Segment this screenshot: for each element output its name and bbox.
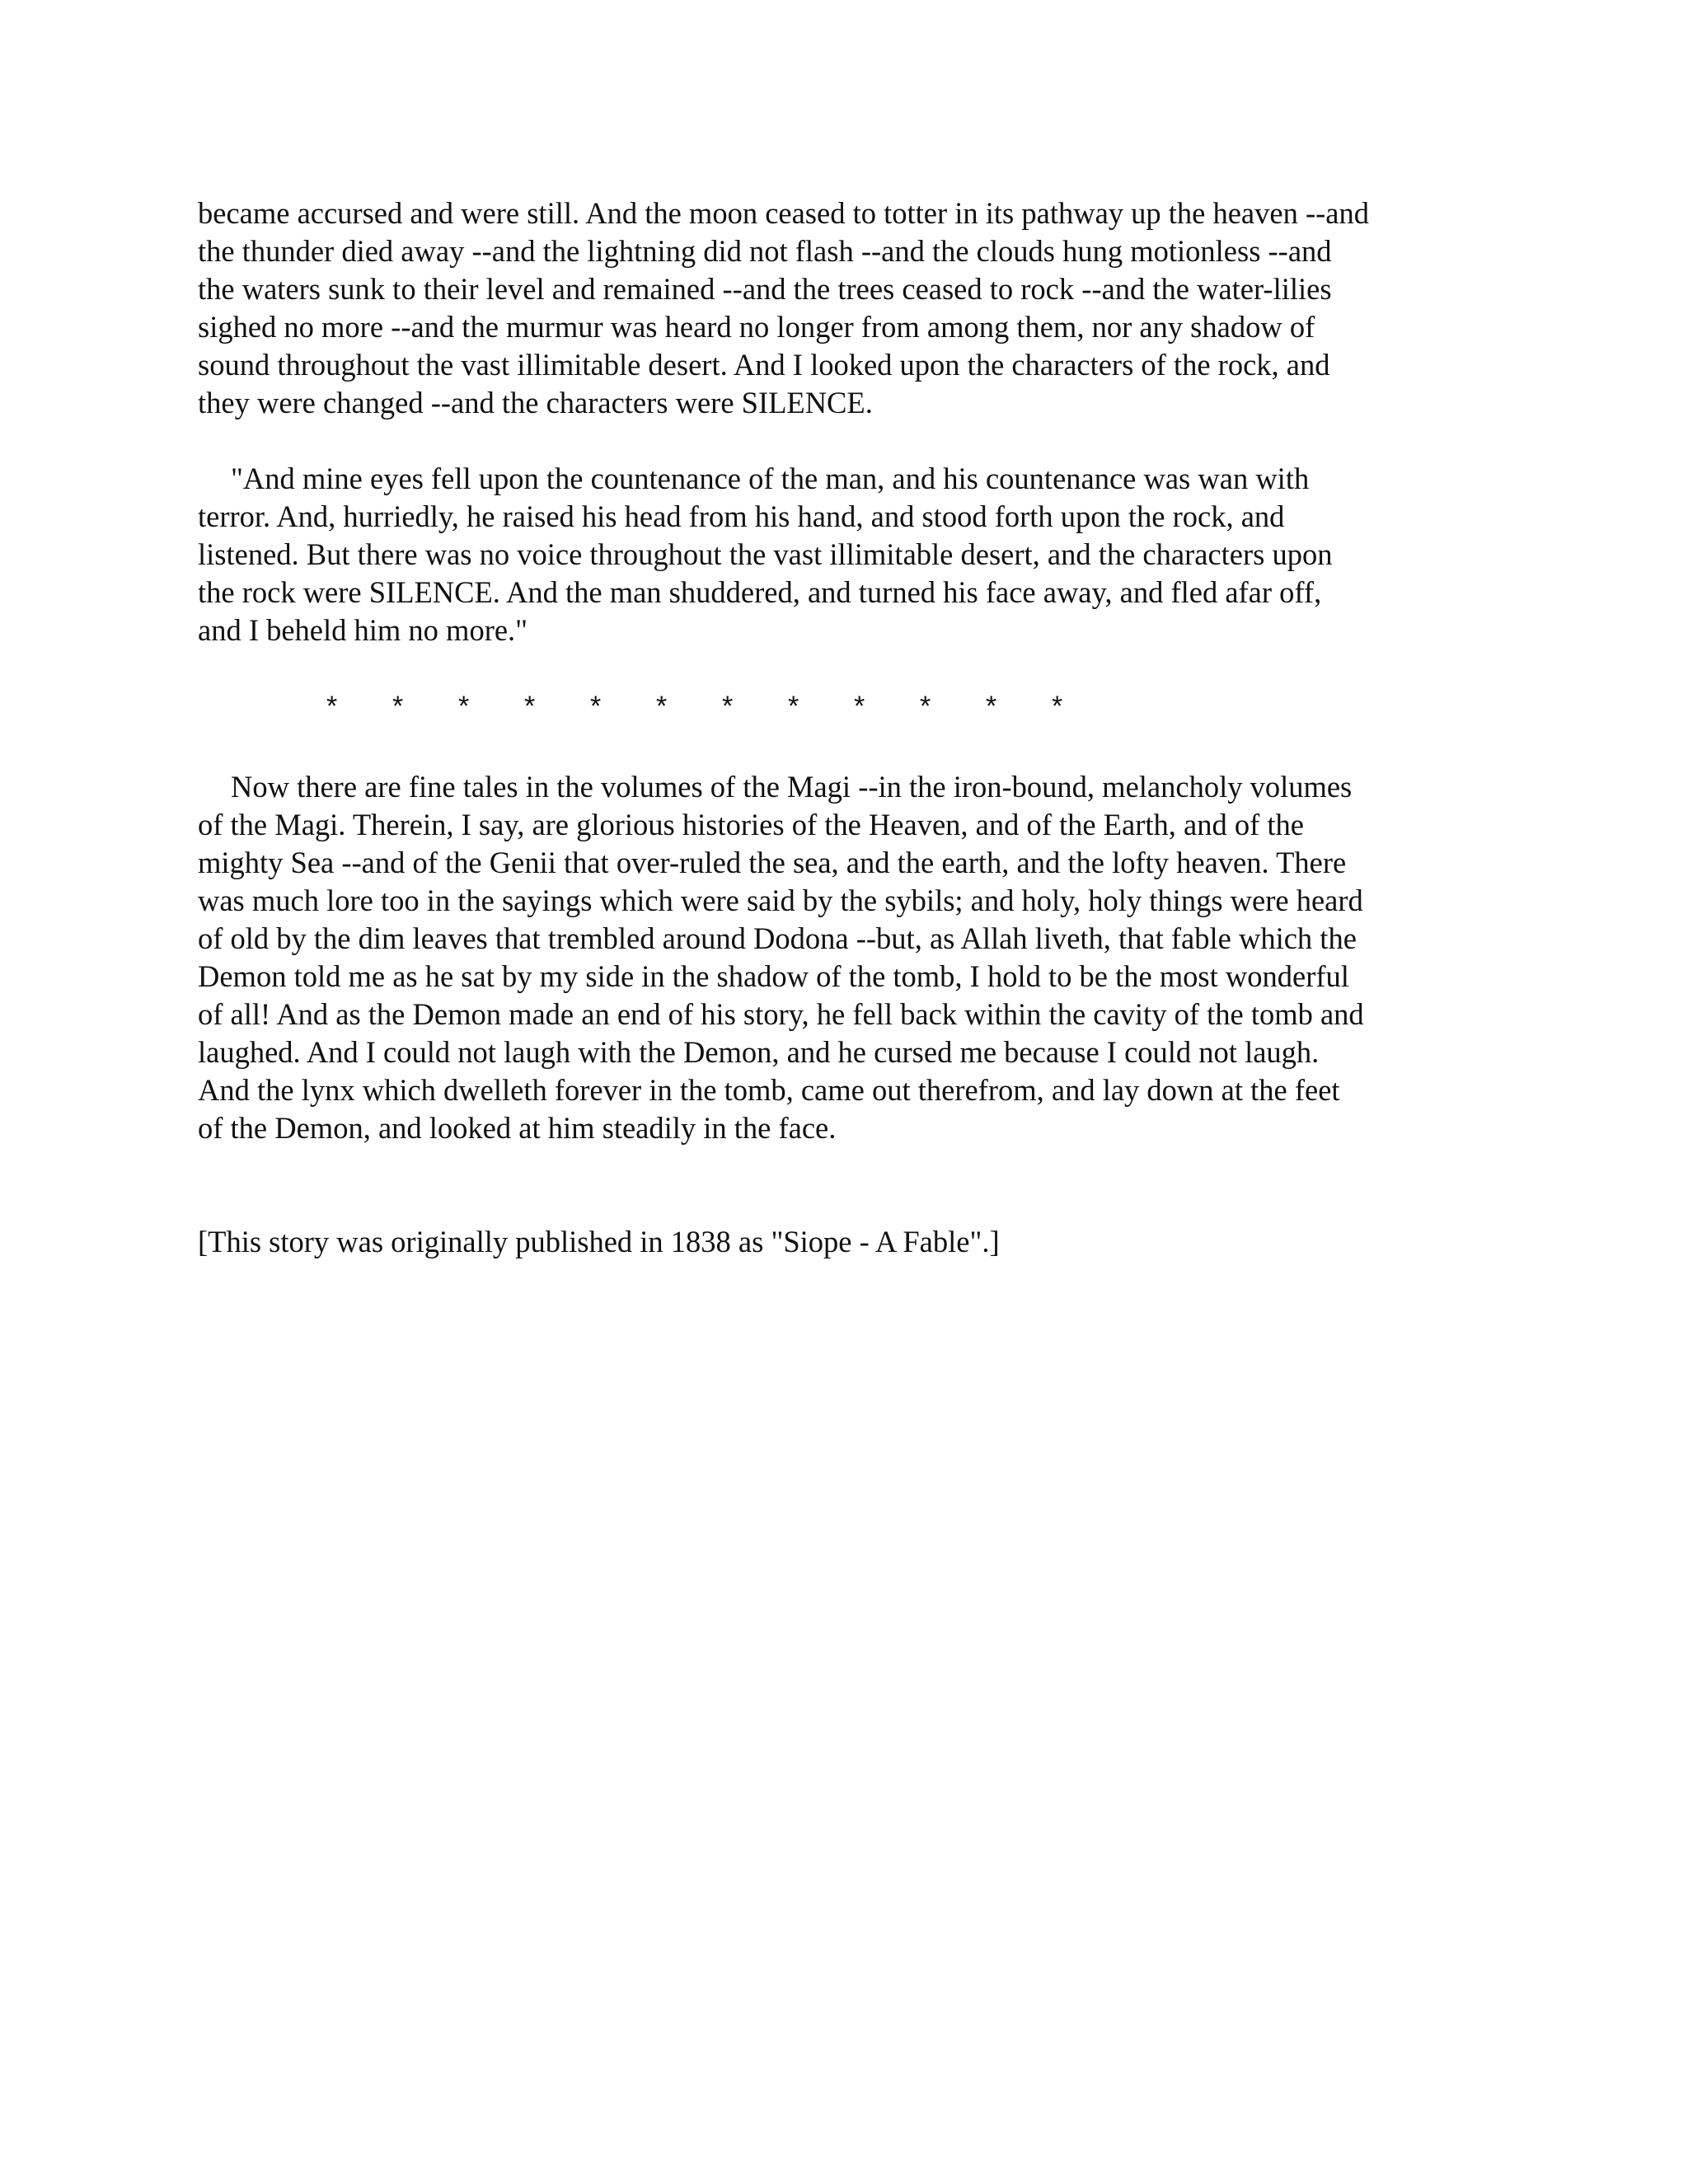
text-line: "And mine eyes fell upon the countenance of the man, and his countenance was wan with bbox=[231, 462, 1310, 495]
text-line: sighed no more --and the murmur was heard no longer from among them, nor any shadow of bbox=[198, 310, 1315, 344]
separator-asterisk: * bbox=[920, 691, 931, 722]
text-line: became accursed and were still. And the moon ceased to totter in its pathway up the heaven --and bbox=[198, 196, 1369, 230]
separator-asterisk: * bbox=[590, 691, 602, 722]
separator-asterisk: * bbox=[656, 691, 668, 722]
text-line: they were changed --and the characters were SILENCE. bbox=[198, 386, 873, 419]
separator-asterisk: * bbox=[392, 691, 404, 722]
text-line: the thunder died away --and the lightning did not flash --and the clouds hung motionless --and bbox=[198, 234, 1332, 268]
section-separator bbox=[198, 687, 1517, 725]
text-line: listened. But there was no voice throughout the vast illimitable desert, and the characters upon bbox=[198, 537, 1333, 571]
paragraph-2 bbox=[198, 460, 1517, 649]
text-line: of old by the dim leaves that trembled around Dodona --but, as Allah liveth, that fable which the bbox=[198, 921, 1357, 955]
note-line: [This story was originally published in 1838 as "Siope - A Fable".] bbox=[198, 1225, 1000, 1258]
separator-asterisk: * bbox=[788, 691, 799, 722]
paragraph-3 bbox=[198, 768, 1517, 1147]
separator-asterisk: * bbox=[854, 691, 865, 722]
text-line: of the Demon, and looked at him steadily in the face. bbox=[198, 1111, 837, 1145]
separator-asterisk: * bbox=[524, 691, 536, 722]
text-line: of the Magi. Therein, I say, are glorious histories of the Heaven, and of the Earth, and of the bbox=[198, 808, 1304, 841]
text-line: Demon told me as he sat by my side in the shadow of the tomb, I hold to be the most wonderful bbox=[198, 959, 1349, 993]
paragraph-1 bbox=[198, 194, 1517, 422]
text-line: And the lynx which dwelleth forever in the tomb, came out therefrom, and lay down at the feet bbox=[198, 1073, 1340, 1107]
text-line: mighty Sea --and of the Genii that over-ruled the sea, and the earth, and the lofty heaven. There bbox=[198, 846, 1347, 879]
text-line: laughed. And I could not laugh with the Demon, and he cursed me because I could not laugh. bbox=[198, 1035, 1320, 1069]
text-line: of all! And as the Demon made an end of his story, he fell back within the cavity of the tomb and bbox=[198, 997, 1364, 1031]
text-line: sound throughout the vast illimitable desert. And I looked upon the characters of the rock, and bbox=[198, 348, 1330, 382]
spacer bbox=[198, 1185, 1517, 1223]
text-line: the waters sunk to their level and remained --and the trees ceased to rock --and the water-lilies bbox=[198, 272, 1332, 306]
document-page bbox=[198, 194, 1517, 1299]
separator-asterisk: * bbox=[986, 691, 997, 722]
text-line: terror. And, hurriedly, he raised his head from his hand, and stood forth upon the rock, and bbox=[198, 499, 1285, 533]
text-line: Now there are fine tales in the volumes of the Magi --in the iron-bound, melancholy volumes bbox=[231, 770, 1353, 804]
text-line: and I beheld him no more." bbox=[198, 613, 528, 647]
separator-asterisk: * bbox=[326, 691, 338, 722]
text-line: was much lore too in the sayings which were said by the sybils; and holy, holy things were heard bbox=[198, 883, 1363, 917]
separator-asterisk: * bbox=[722, 691, 734, 722]
text-line: the rock were SILENCE. And the man shuddered, and turned his face away, and fled afar off, bbox=[198, 575, 1322, 609]
publication-note bbox=[198, 1223, 1517, 1261]
separator-asterisk: * bbox=[1052, 691, 1063, 722]
separator-asterisk: * bbox=[458, 691, 470, 722]
